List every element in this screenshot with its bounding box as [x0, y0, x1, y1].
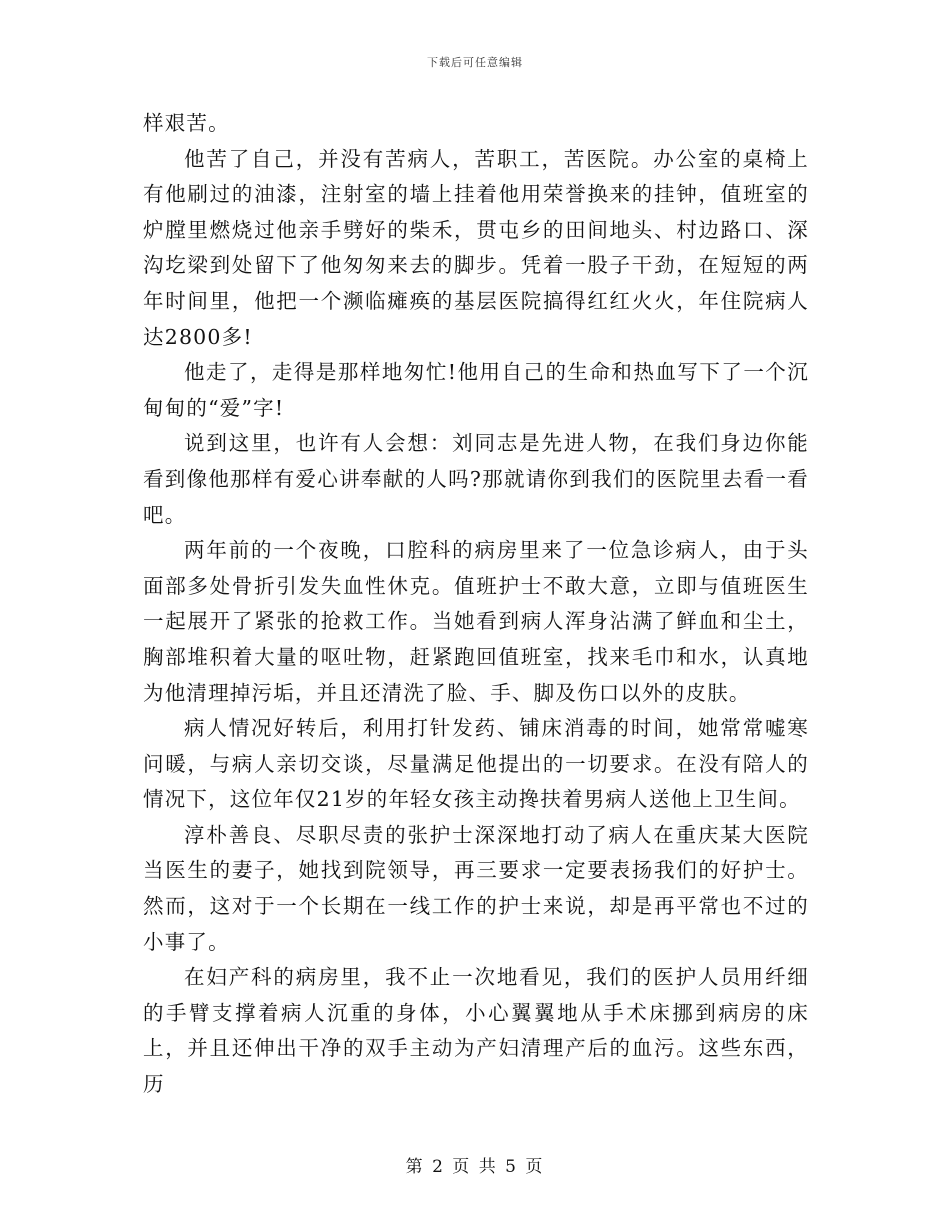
paragraph: 淳朴善良、尽职尽责的张护士深深地打动了病人在重庆某大医院当医生的妻子，她找到院领导，再三要求一定要表扬我们的好护士。然而，这对于一个长期在一线工作的护士来说，却是再平常也不过的小事了。 [143, 822, 809, 954]
page-number: 第 2 页 共 5 页 [405, 1157, 545, 1177]
paragraph: 病人情况好转后，利用打针发药、铺床消毒的时间，她常常嘘寒问暖，与病人亲切交谈，尽量满足他提出的一切要求。在没有陪人的情况下，这位年仅21岁的年轻女孩主动搀扶着男病人送他上卫生间。 [143, 716, 809, 812]
page-header-note: 下载后可任意编辑 [427, 56, 523, 69]
paragraph: 他走了，走得是那样地匆忙!他用自己的生命和热血写下了一个沉甸甸的“爱”字! [143, 360, 809, 420]
paragraph-continued: 样艰苦。 [143, 111, 230, 135]
paragraph: 说到这里，也许有人会想：刘同志是先进人物，在我们身边你能看到像他那样有爱心讲奉献的人吗?那就请你到我们的医院里去看一看吧。 [143, 431, 809, 527]
paragraph: 他苦了自己，并没有苦病人，苦职工，苦医院。办公室的桌椅上有他刷过的油漆，注射室的墙上挂着他用荣誉换来的挂钟，值班室的炉膛里燃烧过他亲手劈好的柴禾，贯屯乡的田间地头、村边路口、深沟圪梁到处留下了他匆匆来去的脚步。凭着一股子干劲，在短短的两年时间里，他把一个濒临瘫痪的基层医院搞得红红火火，年住院病人达2800多! [143, 146, 809, 349]
document-body [143, 106, 809, 1103]
paragraph: 两年前的一个夜晚，口腔科的病房里来了一位急诊病人，由于头面部多处骨折引发失血性休克。值班护士不敢大意，立即与值班医生一起展开了紧张的抢救工作。当她看到病人浑身沾满了鲜血和尘土，胸部堆积着大量的呕吐物，赶紧跑回值班室，找来毛巾和水，认真地为他清理掉污垢，并且还清洗了脸、手、脚及伤口以外的皮肤。 [143, 538, 809, 705]
paragraph: 在妇产科的病房里，我不止一次地看见，我们的医护人员用纤细的手臂支撑着病人沉重的身体，小心翼翼地从手术床挪到病房的床上，并且还伸出干净的双手主动为产妇清理产后的血污。这些东西，历 [143, 965, 809, 1097]
